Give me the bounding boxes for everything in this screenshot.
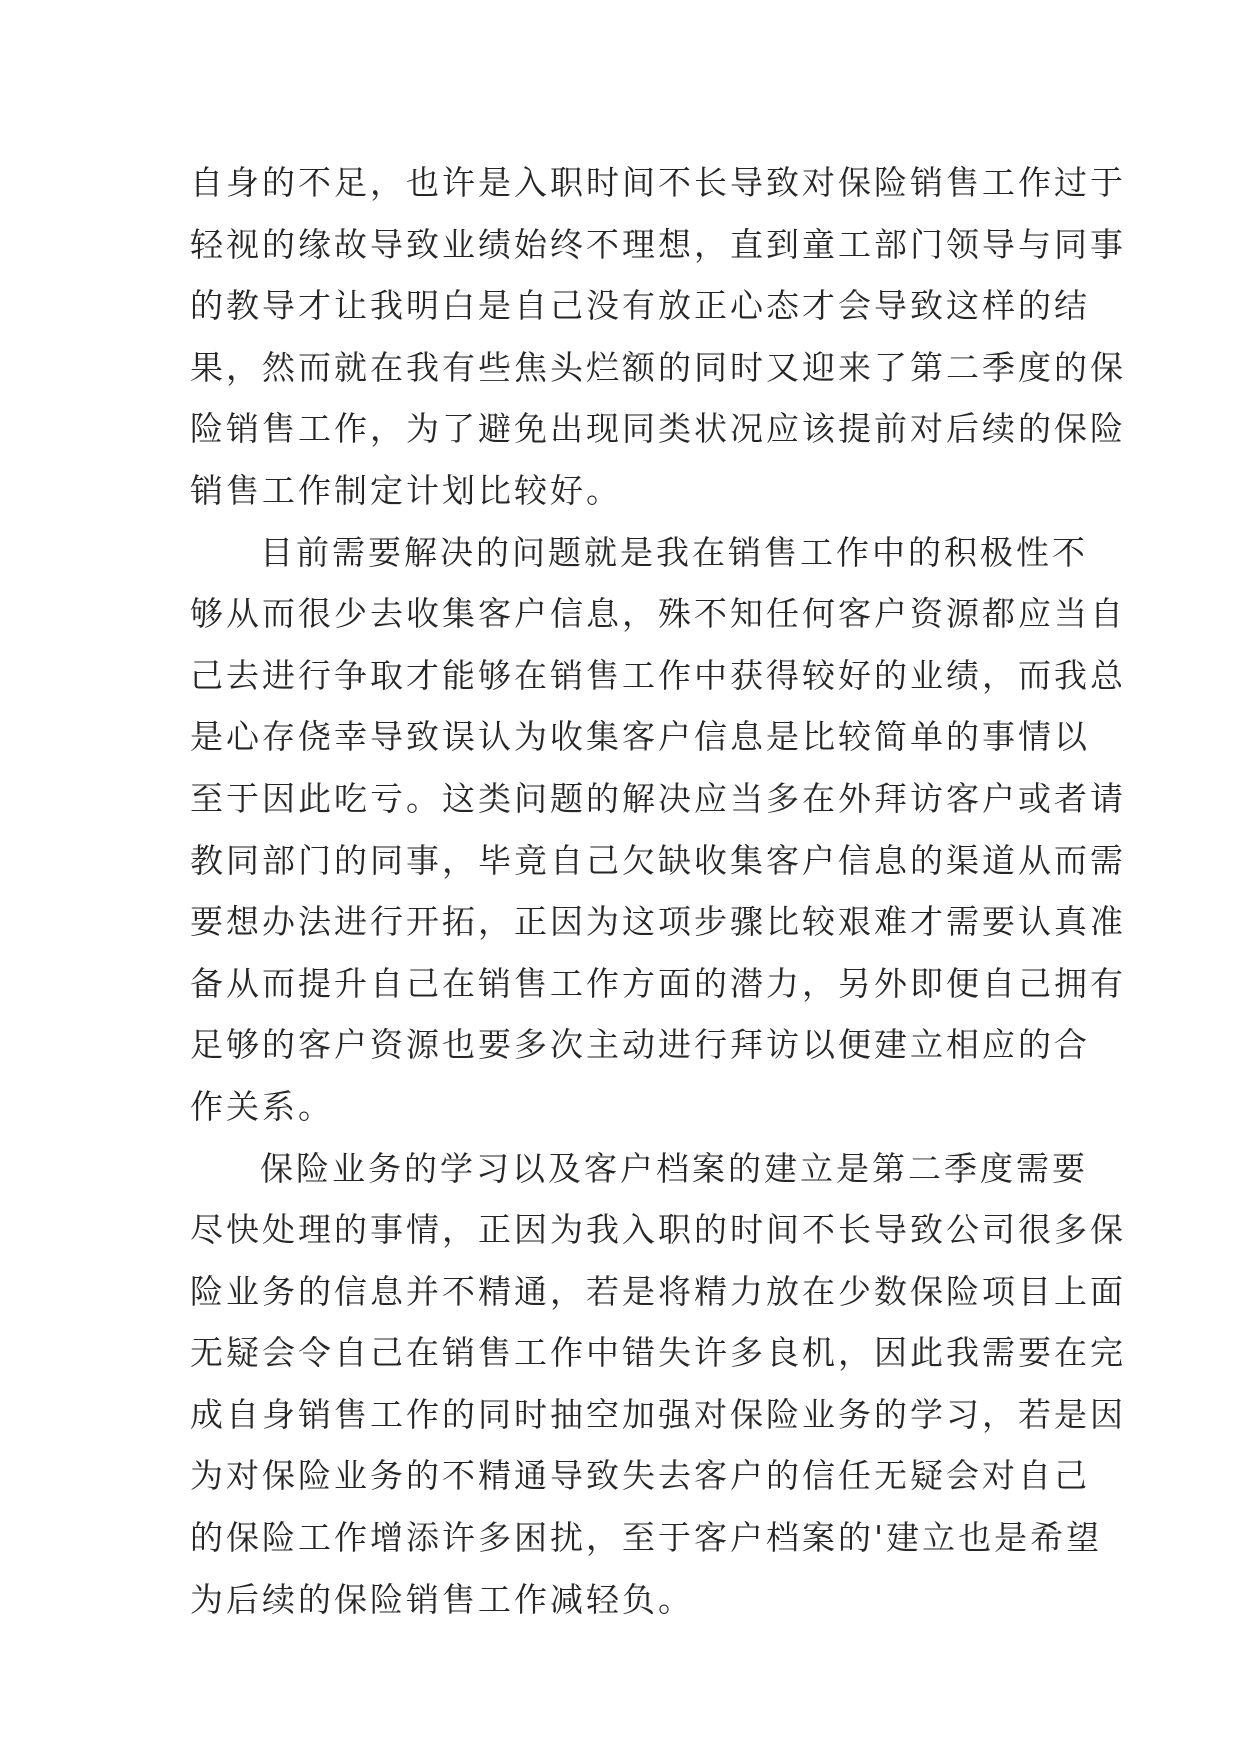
text-line: 果，然而就在我有些焦头烂额的同时又迎来了第二季度的保 bbox=[190, 347, 1126, 387]
text-line: 为对保险业务的不精通导致失去客户的信任无疑会对自己 bbox=[190, 1456, 1090, 1496]
text-line: 是心存侥幸导致误认为收集客户信息是比较简单的事情以 bbox=[190, 717, 1090, 757]
text-line: 作关系。 bbox=[190, 1086, 334, 1126]
text-line: 轻视的缘故导致业绩始终不理想，直到童工部门领导与同事 bbox=[190, 224, 1126, 264]
text-line: 目前需要解决的问题就是我在销售工作中的积极性不 bbox=[260, 532, 1088, 572]
text-line: 险销售工作，为了避免出现同类状况应该提前对后续的保险 bbox=[190, 409, 1126, 449]
text-line: 的教导才让我明白是自己没有放正心态才会导致这样的结 bbox=[190, 286, 1090, 326]
text-line: 备从而提升自己在销售工作方面的潜力，另外即便自己拥有 bbox=[190, 963, 1126, 1003]
document-body bbox=[190, 152, 1126, 1630]
text-line: 至于因此吃亏。这类问题的解决应当多在外拜访客户或者请 bbox=[190, 778, 1126, 818]
text-line: 足够的客户资源也要多次主动进行拜访以便建立相应的合 bbox=[190, 1025, 1090, 1065]
text-line: 销售工作制定计划比较好。 bbox=[190, 470, 622, 510]
text-line: 的保险工作增添许多困扰，至于客户档案的'建立也是希望 bbox=[190, 1518, 1103, 1558]
text-line: 尽快处理的事情，正因为我入职的时间不长导致公司很多保 bbox=[190, 1210, 1126, 1250]
text-line: 够从而很少去收集客户信息，殊不知任何客户资源都应当自 bbox=[190, 594, 1126, 634]
text-line: 为后续的保险销售工作减轻负。 bbox=[190, 1579, 694, 1619]
text-line: 己去进行争取才能够在销售工作中获得较好的业绩，而我总 bbox=[190, 655, 1126, 695]
text-line: 成自身销售工作的同时抽空加强对保险业务的学习，若是因 bbox=[190, 1394, 1126, 1434]
text-line: 保险业务的学习以及客户档案的建立是第二季度需要 bbox=[260, 1148, 1088, 1188]
text-line: 自身的不足，也许是入职时间不长导致对保险销售工作过于 bbox=[190, 163, 1126, 202]
text-line: 无疑会令自己在销售工作中错失许多良机，因此我需要在完 bbox=[190, 1333, 1126, 1373]
text-line: 险业务的信息并不精通，若是将精力放在少数保险项目上面 bbox=[190, 1271, 1126, 1311]
text-line: 教同部门的同事，毕竟自己欠缺收集客户信息的渠道从而需 bbox=[190, 840, 1126, 880]
text-line: 要想办法进行开拓，正因为这项步骤比较艰难才需要认真准 bbox=[190, 902, 1126, 942]
